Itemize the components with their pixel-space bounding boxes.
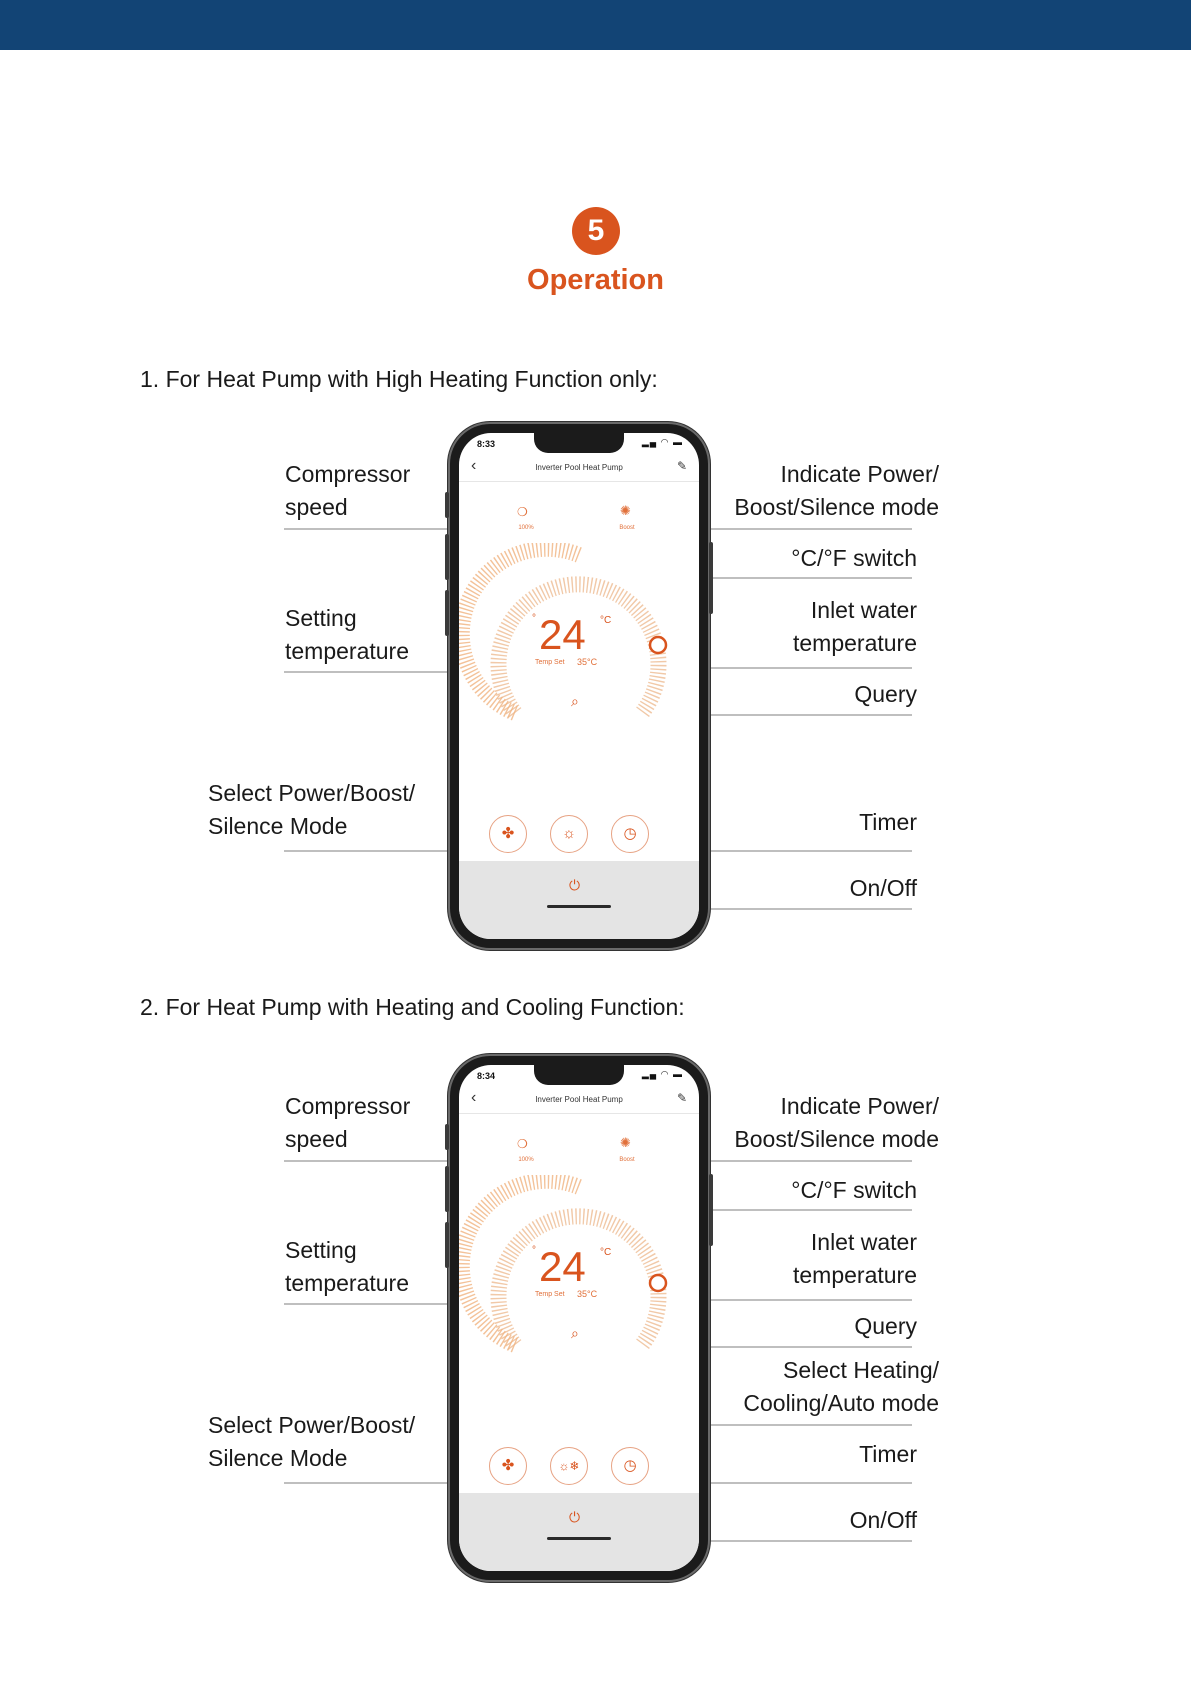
boost-mode-icon: ✺ [620,1135,631,1150]
status-time: 8:33 [477,439,496,449]
sun-snowflake-icon[interactable]: ☼❄ [550,1447,588,1485]
compressor-speed-value: 100% [518,1157,534,1163]
callout-compressor-speed: Compressor speed [285,1093,411,1152]
fan-mode-button[interactable]: ✤ [489,1447,527,1485]
phone-screen: 8:34 ▂▄ ◠ ▬ ‹ Inverter Pool Heat Pump ✎ ❍ 100% ✺ Boost ° 24 °C Temp Set 35°C ⌕ ✤ ☼❄ ◷ ⏻ [459,1065,699,1571]
callout-setting-temperature: Setting temperature [285,605,410,664]
callout-indicate-mode: Indicate Power/ Boost/Silence mode [734,1093,939,1152]
callout-heat-cool-mode: Select Heating/ Cooling/Auto mode [743,1357,939,1416]
diagram-2 [0,1054,1191,1584]
step-number-badge: 5 [572,207,620,255]
callout-select-mode: Select Power/Boost/ Silence Mode [208,780,416,839]
phone-screen: 8:33 ▂▄ ◠ ▬ ‹ Inverter Pool Heat Pump ✎ ❍ 100% ✺ Boost ° 24 °C Temp Set 35°C ⌕ ✤ ☼ ◷ ⏻ [459,433,699,939]
compressor-speed-icon: ❍ [517,1137,528,1151]
back-icon[interactable]: ‹ [471,457,477,474]
inlet-water-temperature: 35°C [577,1289,598,1299]
dial-handle[interactable] [650,1275,666,1291]
callout-inlet-water: Inlet water temperature [792,1229,917,1288]
callout-query: Query [854,1313,917,1339]
section-title-2: 2. For Heat Pump with Heating and Cooling Function: [140,994,685,1020]
edit-icon[interactable]: ✎ [676,459,687,473]
header-bar [0,0,1191,50]
status-icons: ▂▄ ◠ ▬ [641,437,683,447]
callout-on-off: On/Off [849,1507,917,1533]
callout-unit-switch: °C/°F switch [791,1177,917,1203]
mode-value: Boost [619,1157,635,1163]
unit-switch[interactable]: °C [600,615,612,626]
edit-icon[interactable]: ✎ [676,1091,687,1105]
dial-handle[interactable] [650,637,666,653]
timer-icon[interactable]: ◷ [611,1447,649,1485]
unit-switch[interactable]: °C [600,1247,612,1258]
search-icon[interactable]: ⌕ [571,693,579,709]
fan-mode-button[interactable]: ✤ [489,815,527,853]
callout-setting-temperature: Setting temperature [285,1237,410,1296]
back-icon[interactable]: ‹ [471,1089,477,1106]
search-icon[interactable]: ⌕ [571,1325,579,1341]
phone-mockup-1 [448,422,710,950]
app-title: Inverter Pool Heat Pump [535,463,623,472]
temp-set-label: Temp Set [535,659,565,666]
callout-indicate-mode: Indicate Power/ Boost/Silence mode [734,461,939,520]
mode-value: Boost [619,525,635,531]
diagram-1 [0,422,1191,952]
app-title: Inverter Pool Heat Pump [535,1095,623,1104]
inlet-water-temperature: 35°C [577,657,598,667]
temp-set-label: Temp Set [535,1291,565,1298]
callout-on-off: On/Off [849,875,917,901]
section-title-1: 1. For Heat Pump with High Heating Function only: [140,366,658,392]
power-icon[interactable]: ⏻ [569,1509,581,1525]
callout-query: Query [854,681,917,707]
callout-unit-switch: °C/°F switch [791,545,917,571]
sun-icon[interactable]: ☼ [550,815,588,853]
callout-timer: Timer [859,809,917,835]
step-title: Operation [527,264,664,296]
phone-mockup-2 [448,1054,710,1582]
callout-inlet-water: Inlet water temperature [792,597,917,656]
timer-icon[interactable]: ◷ [611,815,649,853]
temperature-value: 24 [539,1243,586,1290]
callout-select-mode: Select Power/Boost/ Silence Mode [208,1412,416,1471]
callout-timer: Timer [859,1441,917,1467]
callout-compressor-speed: Compressor speed [285,461,411,520]
temperature-value: 24 [539,611,586,658]
status-time: 8:34 [477,1071,496,1081]
status-icons: ▂▄ ◠ ▬ [641,1069,683,1079]
compressor-speed-value: 100% [518,525,534,531]
power-icon[interactable]: ⏻ [569,877,581,893]
compressor-speed-icon: ❍ [517,505,528,519]
boost-mode-icon: ✺ [620,503,631,518]
